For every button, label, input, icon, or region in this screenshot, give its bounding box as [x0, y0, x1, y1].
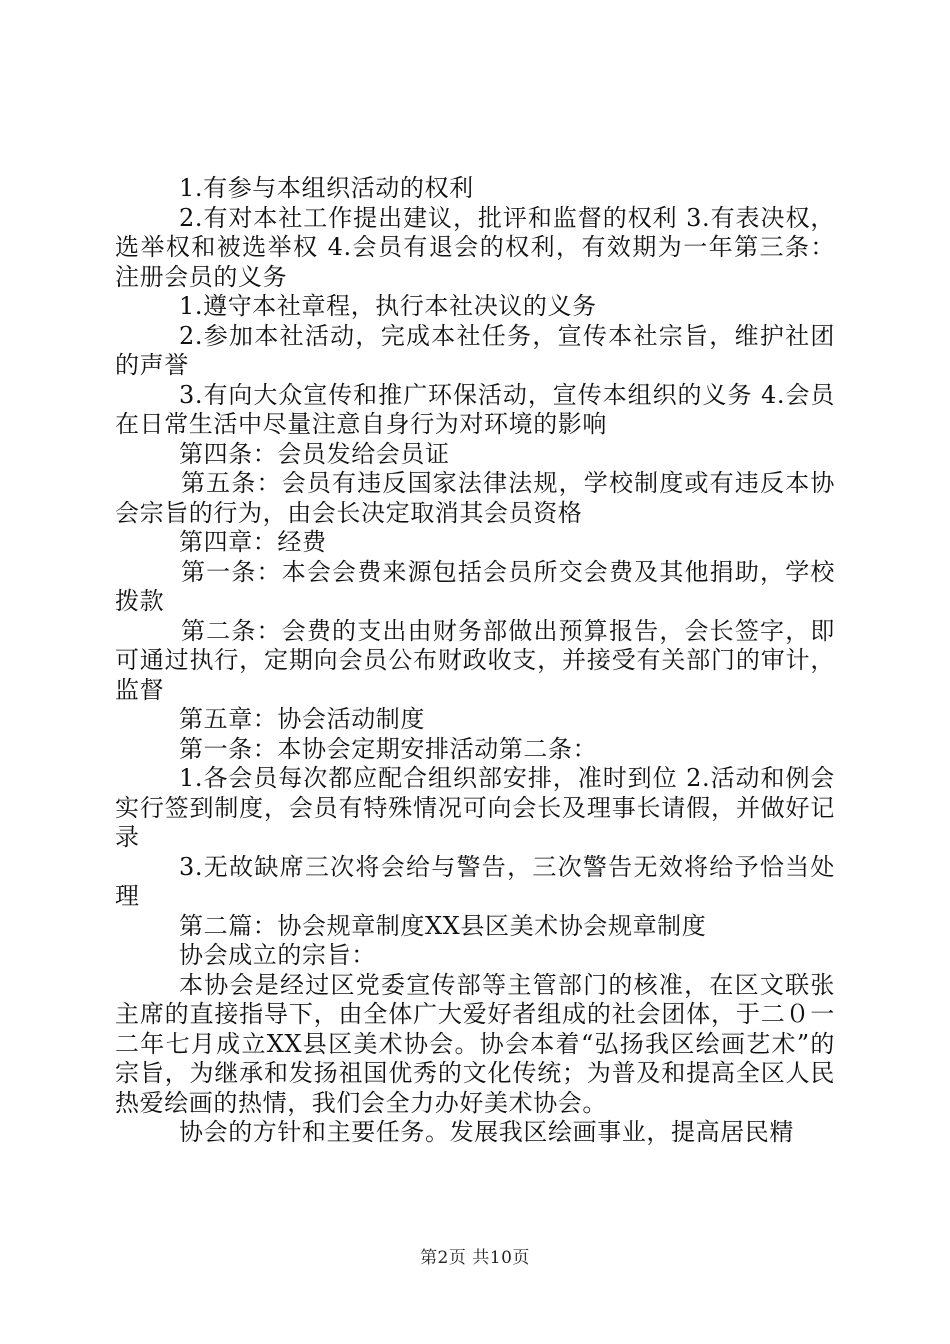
paragraph: 2.参加本社活动，完成本社任务，宣传本社宗旨，维护社团的声誉: [115, 321, 835, 379]
paragraph: 第五条：会员有违反国家法律法规，学校制度或有违反本协会宗旨的行为，由会长决定取消其会员资格: [115, 469, 835, 527]
paragraph: 3.有向大众宣传和推广环保活动，宣传本组织的义务 4.会员在日常生活中尽量注意自身行为对环境的影响: [115, 380, 835, 438]
paragraph: 第二条：会费的支出由财务部做出预算报告，会长签字，即可通过执行，定期向会员公布财政收支，并接受有关部门的审计，监督: [115, 616, 835, 704]
paragraph: 2.有对本社工作提出建议，批评和监督的权利 3.有表决权，选举权和被选举权 4.会员有退会的权利，有效期为一年第三条：注册会员的义务: [115, 203, 835, 291]
paragraph: 3.无故缺席三次将会给与警告，三次警告无效将给予恰当处理: [115, 852, 835, 910]
paragraph: 1.有参与本组织活动的权利: [179, 174, 474, 202]
paragraph: 1.各会员每次都应配合组织部安排，准时到位 2.活动和例会实行签到制度，会员有特殊情况可向会长及理事长请假，并做好记录: [115, 764, 835, 851]
paragraph: 第五章：协会活动制度: [179, 705, 425, 733]
paragraph: 第一条：本会会费来源包括会员所交会费及其他捐助，学校拨款: [115, 557, 835, 615]
paragraph: 第四条：会员发给会员证: [179, 439, 450, 468]
paragraph: 本协会是经过区党委宣传部等主管部门的核准，在区文联张主席的直接指导下，由全体广大爱好者组成的社会团体，于二０一二年七月成立XX县区美术协会。协会本着“弘扬我区绘画艺术”的宗旨，为继承和发扬祖国优秀的文化传统；为普及和提高全区人民热爱绘画的热情，我们会全力办好美术协会。: [115, 970, 835, 1117]
document-body: [115, 174, 835, 1148]
paragraph: 1.遵守本社章程，执行本社决议的义务: [179, 292, 597, 320]
paragraph: 第二篇：协会规章制度XX县区美术协会规章制度: [179, 911, 707, 940]
paragraph: 第四章：经费: [179, 528, 327, 556]
page-number-footer: 第2页 共10页: [420, 1248, 530, 1268]
paragraph: 协会成立的宗旨：: [179, 941, 376, 969]
paragraph: 第一条：本协会定期安排活动第二条：: [179, 734, 598, 763]
paragraph: 协会的方针和主要任务。发展我区绘画事业，提高居民精: [179, 1118, 794, 1146]
